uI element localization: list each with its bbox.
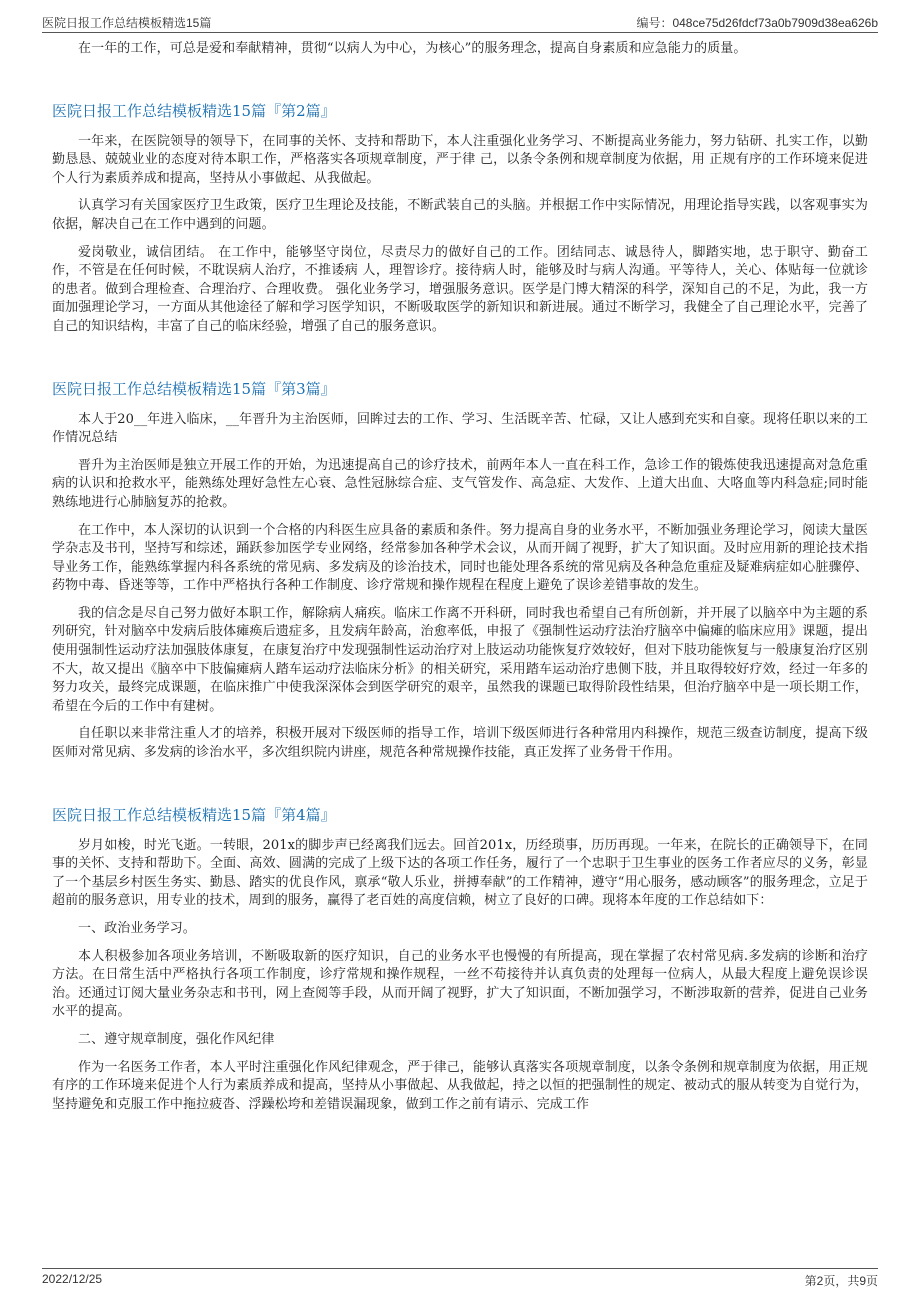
- section-4-paragraph: 本人积极参加各项业务培训，不断吸取新的医疗知识，自己的业务水平也慢慢的有所提高，现在掌握了农村常见病.多发病的诊断和治疗方法。在日常生活中严格执行各项工作制度，诊疗常规和操作规程，一丝不苟接待并认真负责的处理每一位病人，从最大程度上避免误诊误治。还通过订阅大量业务杂志和书刊，网上查阅等手段，从而开阔了视野，扩大了知识面，不断加强学习，不断涉取新的营养，促进自己业务水平的提高。: [52, 948, 868, 1020]
- section-4-paragraph: 岁月如梭，时光飞逝。一转眼，201x的脚步声已经离我们远去。回首201x，历经琐事，历历再现。一年来，在院长的正确领导下，在同事的关怀、支持和帮助下。全面、高效、圆满的完成了上级下达的各项工作任务，履行了一个忠职于卫生事业的医务工作者应尽的义务，彰显了一个基层乡村医生务实、勤恳、踏实的优良作风，禀承“敬人乐业，拼搏奉献”的工作精神，遵守“用心服务，感动顾客”的服务理念，立足于超前的服务意识，用专业的技术，周到的服务，赢得了老百姓的高度信赖，树立了良好的口碑。现将本年度的工作总结如下：: [52, 837, 868, 909]
- footer-page-number: 第2页，共9页: [804, 1274, 878, 1288]
- section-4-subheading: 一、政治业务学习。: [78, 921, 196, 936]
- section-4-subheading: 二、遵守规章制度，强化作风纪律: [78, 1031, 275, 1047]
- header-doc-title: 医院日报工作总结模板精选15篇: [42, 16, 212, 30]
- footer-date: 2022/12/25: [42, 1272, 103, 1286]
- section-2-paragraph: 认真学习有关国家医疗卫生政策，医疗卫生理论及技能，不断武装自己的头脑。并根据工作中实际情况，用理论指导实践，以客观事实为依据，解决自己在工作中遇到的问题。: [52, 198, 868, 232]
- section-4-paragraph: 作为一名医务工作者，本人平时注重强化作风纪律观念，严于律己，能够认真落实各项规章制度，以条令条例和规章制度为依据，用正规有序的工作环境来促进个人行为素质养成和提高，坚持从小事做起、从我做起，持之以恒的把强制性的规定、被动式的服从转变为自觉行为，坚持避免和克服工作中拖拉疲沓、浮躁松垮和差错误漏现象，做到工作之前有请示、完成工作: [52, 1059, 868, 1112]
- section-title-2: 医院日报工作总结模板精选15篇『第2篇』: [52, 101, 336, 120]
- section-3-paragraph: 我的信念是尽自己努力做好本职工作，解除病人痛疾。临床工作离不开科研，同时我也希望自己有所创新，并开展了以脑卒中为主题的系列研究，针对脑卒中发病后肢体瘫痪后遗症多，且发病年龄高，治愈率低，申报了《强制性运动疗法治疗脑卒中偏瘫的临床应用》课题，提出使用强制性运动疗法加强肢体康复，在康复治疗中发现强制性运动治疗对上肢运动功能恢复疗效较好，但对下肢功能恢复与一般康复治疗区别不大，故又提出《脑卒中下肢偏瘫病人踏车运动疗法临床分析》的相关研究，采用踏车运动治疗患侧下肢，并且取得较好疗效，经过一年多的努力攻关，最终完成课题，在临床推广中使我深深体会到医学研究的艰辛，虽然我的课题已取得阶段性结果，但治疗脑卒中是一项长期工作，希望在今后的工作中有建树。: [52, 605, 868, 714]
- section-2-paragraph: 一年来，在医院领导的领导下，在同事的关怀、支持和帮助下，本人注重强化业务学习、不断提高业务能力，努力钻研、扎实工作，以勤勤恳恳、兢兢业业的态度对待本职工作，严格落实各项规章制度，严于律 己，以条令条例和规章制度为依据，用 正规有序的工作环境来促进个人行为素质养成和提高，坚持从小事做起、从我做起。: [52, 133, 868, 186]
- section-3-paragraph: 自任职以来非常注重人才的培养，积极开展对下级医师的指导工作，培训下级医师进行各种常用内科操作，规范三级查访制度，提高下级医师对常见病、多发病的诊治水平，多次组织院内讲座，规范各种常规操作技能，真正发挥了业务骨干作用。: [52, 726, 868, 761]
- section-3-paragraph: 本人于20__年进入临床，__年晋升为主治医师，回眸过去的工作、学习、生活既辛苦、忙碌，又让人感到充实和自豪。现将任职以来的工作情况总结: [52, 411, 868, 446]
- page-header: [42, 10, 878, 33]
- section-3-paragraph: 晋升为主治医师是独立开展工作的开始，为迅速提高自己的诊疗技术，前两年本人一直在科工作，急诊工作的锻炼使我迅速提高对急危重病的认识和抢救水平，能熟练处理好急性左心衰、急性冠脉综合症、支气管发作、高急症、大发作、上道大出血、大咯血等内科急症;同时能熟练地进行心肺脑复苏的抢救。: [52, 457, 868, 510]
- header-doc-id: 编号：048ce75d26fdcf73a0b7909d38ea626b: [636, 16, 878, 30]
- intro-paragraph: 在一年的工作，可总是爱和奉献精神，贯彻“以病人为中心，为核心”的服务理念，提高自身素质和应急能力的质量。: [78, 41, 747, 56]
- document-body: [52, 40, 868, 1123]
- page-footer: [42, 1268, 878, 1291]
- section-2-paragraph: 爱岗敬业，诚信团结。 在工作中，能够坚守岗位，尽责尽力的做好自己的工作。团结同志、诚恳待人，脚踏实地，忠于职守、勤奋工作，不管是在任何时候，不耽误病人治疗，不推诿病 人，理智诊疗。接待病人时，能够及时与病人沟通。平等待人，关心、体贴每一位就诊的患者。做到合理检查、合理治疗、合理收费。 强化业务学习，增强服务意识。医学是门博大精深的科学，深知自己的不足，为此，我一方面加强理论学习，一方面从其他途径了解和学习医学知识，不断吸取医学的新知识和新进展。通过不断学习，我健全了自己理论水平，完善了自己的知识结构，丰富了自己的临床经验，增强了自己的服务意识。: [52, 244, 868, 334]
- section-title-4: 医院日报工作总结模板精选15篇『第4篇』: [52, 805, 336, 824]
- section-title-3: 医院日报工作总结模板精选15篇『第3篇』: [52, 379, 336, 398]
- section-3-paragraph: 在工作中，本人深切的认识到一个合格的内科医生应具备的素质和条件。努力提高自身的业务水平，不断加强业务理论学习，阅读大量医学杂志及书刊，坚持写和综述，踊跃参加医学专业网络，经常参加各种学术会议，从而开阔了视野，扩大了知识面。及时应用新的理论技术指导业务工作，能熟练掌握内科各系统的常见病、多发病及的诊治技术，同时也能处理各系统的常见病及各种急危重症及疑难病症如心脏骤停、药物中毒、昏迷等等，工作中严格执行各种工作制度、诊疗常规和操作规程在程度上避免了误诊差错事故的发生。: [52, 522, 868, 594]
